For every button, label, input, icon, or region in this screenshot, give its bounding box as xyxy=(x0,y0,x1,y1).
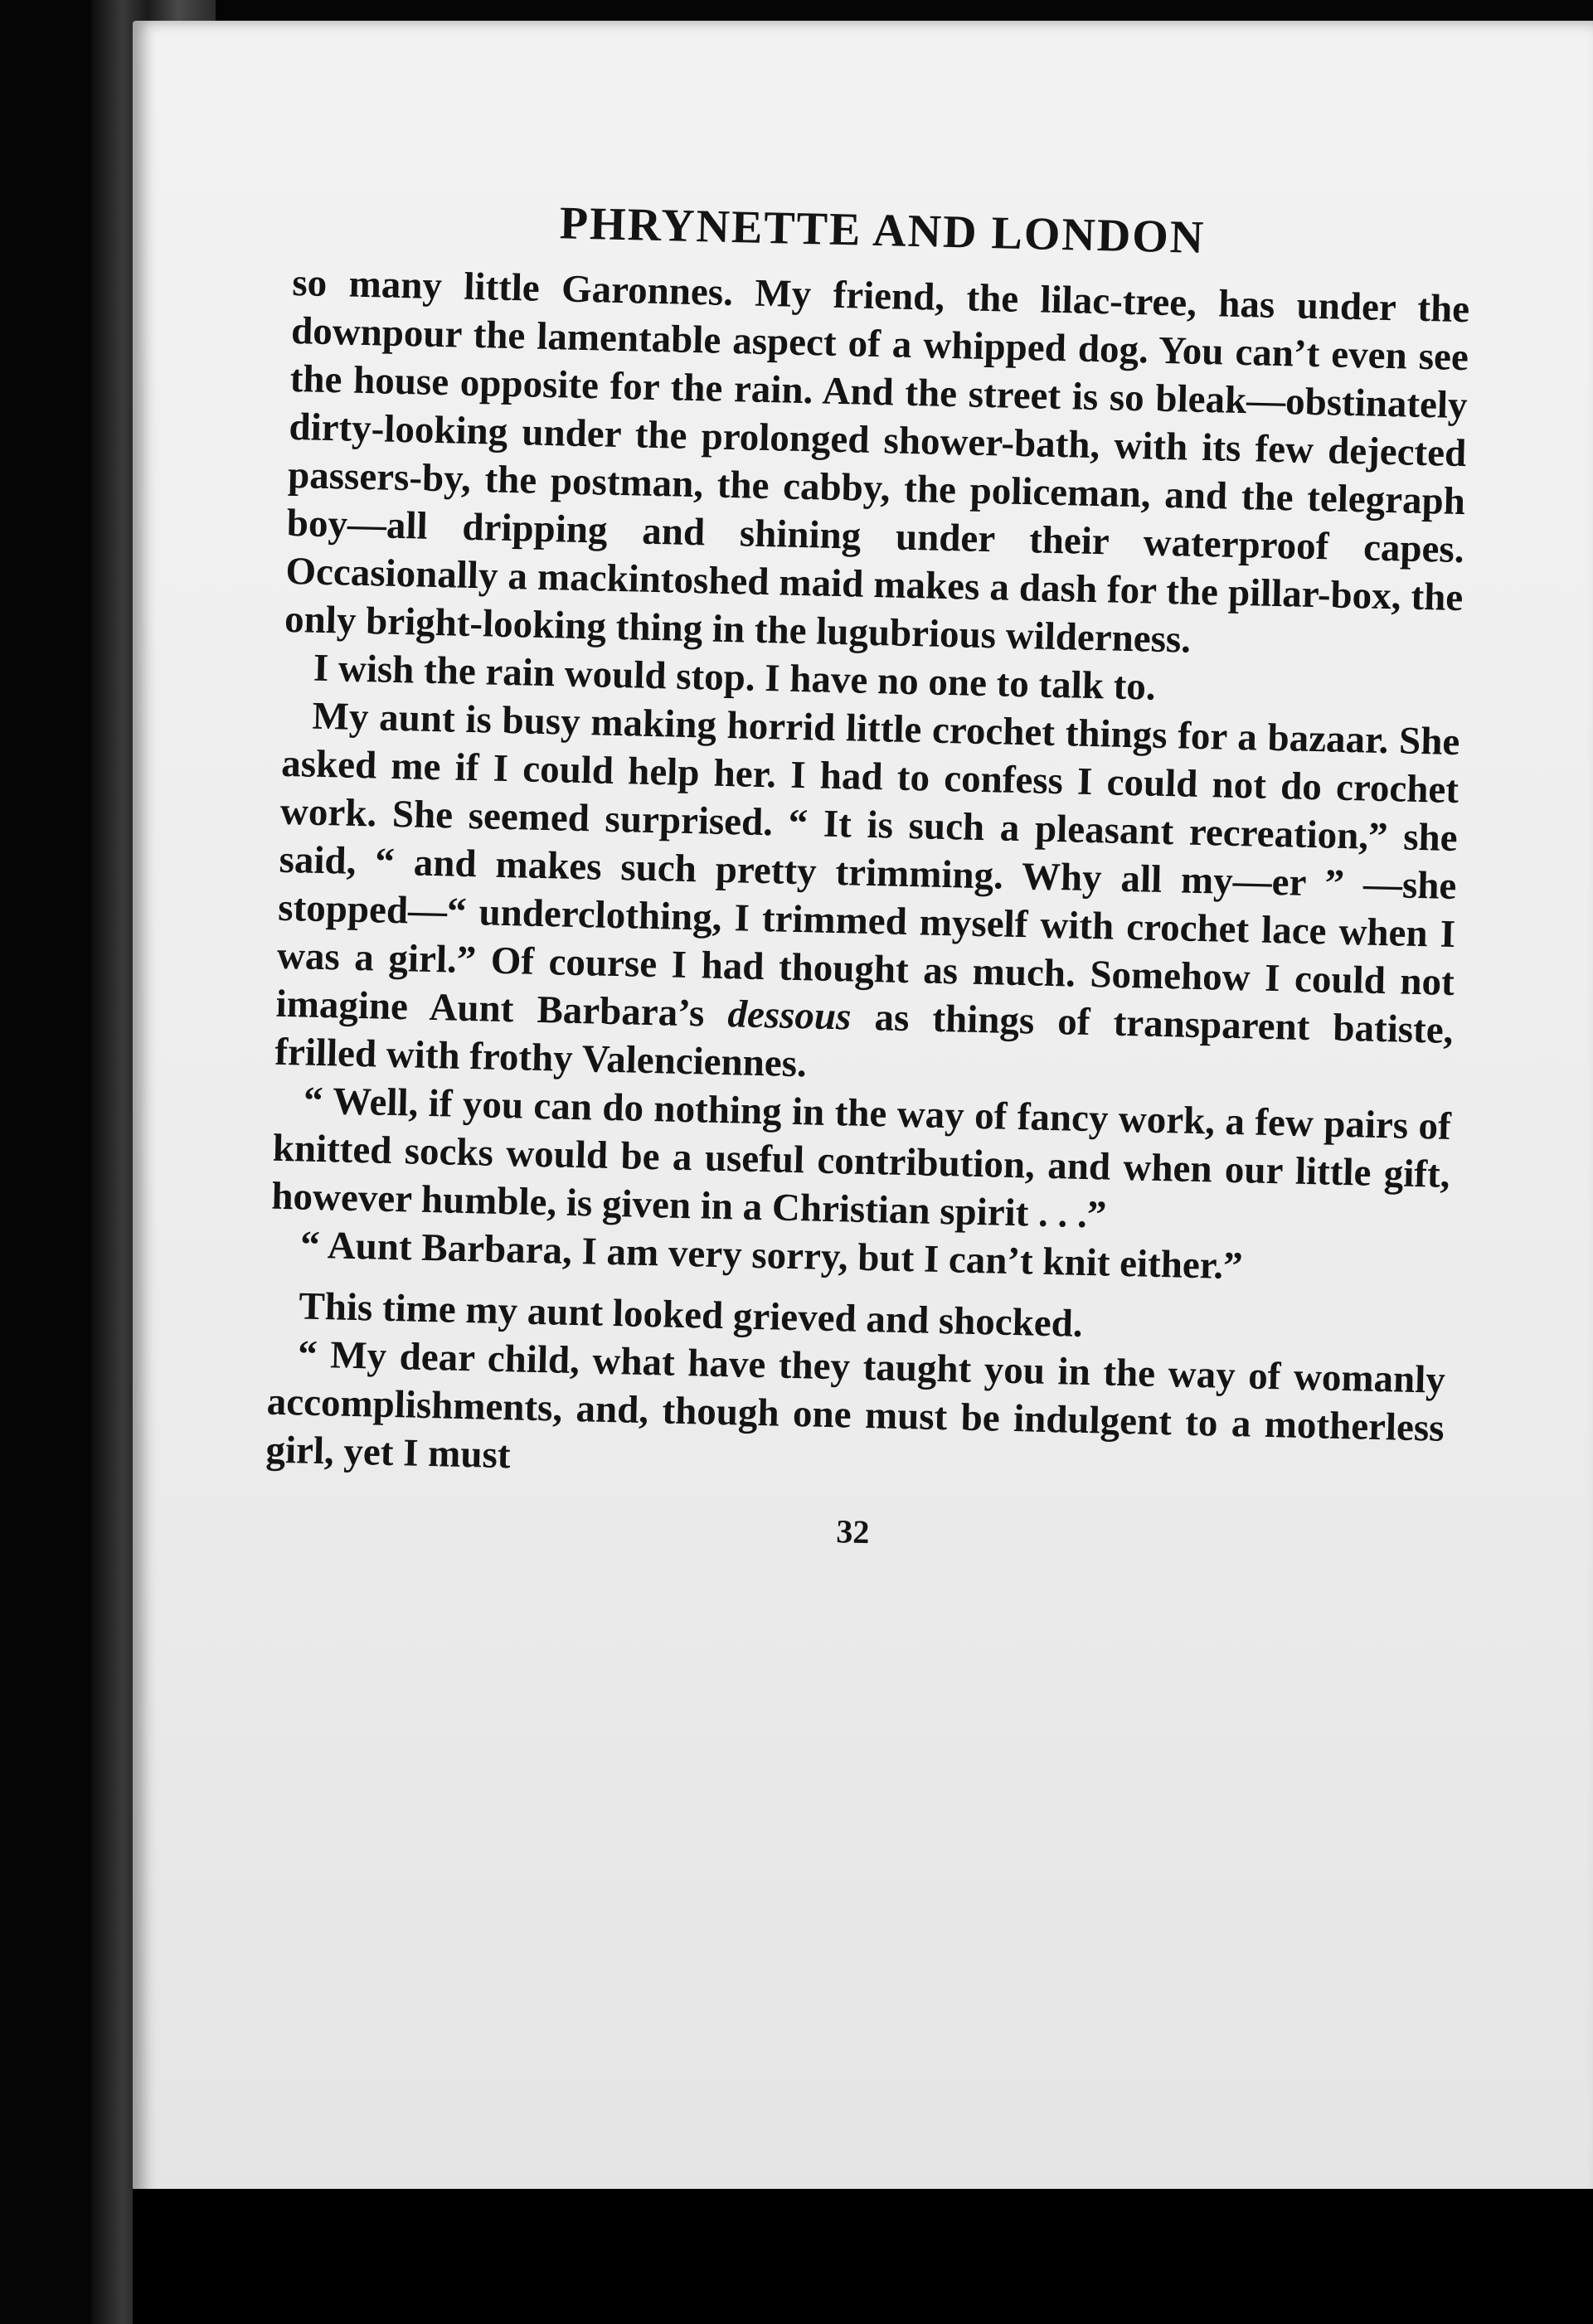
body-text xyxy=(265,259,1470,1501)
page-number: 32 xyxy=(835,1512,870,1551)
paragraph-3 xyxy=(274,691,1460,1103)
text-block xyxy=(252,191,1471,2066)
page-bottom-shadow xyxy=(133,2189,1593,2324)
paragraph-5: “ Aunt Barbara, I am very sorry, but I can’t knit either.” xyxy=(299,1223,1244,1288)
paragraph-4: “ Well, if you can do nothing in the way of fancy work, a few pairs of knitted socks would be a useful contribution, and when our little gift, however humble, is given in a Christian spirit . . .” xyxy=(270,1079,1452,1237)
running-head: PHRYNETTE AND LONDON xyxy=(559,197,1206,264)
paragraph-2: I wish the rain would stop. I have no one to talk to. xyxy=(313,646,1157,709)
paragraph-6: This time my aunt looked grieved and shocked. xyxy=(298,1284,1084,1346)
paragraph-3-part-1: My aunt is busy making horrid little crochet things for a bazaar. She asked me if I could help her. I had to confess I could not do crochet work. She seemed surprised. “ It is such a pleasant recreation,” she said, “ and makes such pretty trimming. Why all my—er ” —she stopped—“ underclothing, I trimmed myself with crochet lace when I was a girl.” Of course I had thought as much. Somehow I could not imagine Aunt Barbara’s xyxy=(275,694,1460,1036)
paragraph-7: “ My dear child, what have they taught you in the way of womanly accomplishments, and, though one must be indulgent to a motherless girl, yet I must xyxy=(265,1332,1446,1477)
italic-word: dessous xyxy=(726,992,852,1039)
paragraph-1: so many little Garonnes. My friend, the lilac-tree, has under the downpour the lamentable aspect of a whipped dog. You can’t even see the house opposite for the rain. And the street is so bleak—obstinately dirty-looking under the prolonged shower-bath, with its few dejected passers-by, the postman, the cabby, the policeman, and the telegraph boy—all dripping and shining under their waterproof capes. Occasionally a mackintoshed maid makes a dash for the pillar-box, the only bright-looking thing in the lugubrious wilderness. xyxy=(284,260,1470,662)
paragraph-3-part-2: as things of transparent batiste, frilled with frothy Valenciennes. xyxy=(274,995,1454,1086)
